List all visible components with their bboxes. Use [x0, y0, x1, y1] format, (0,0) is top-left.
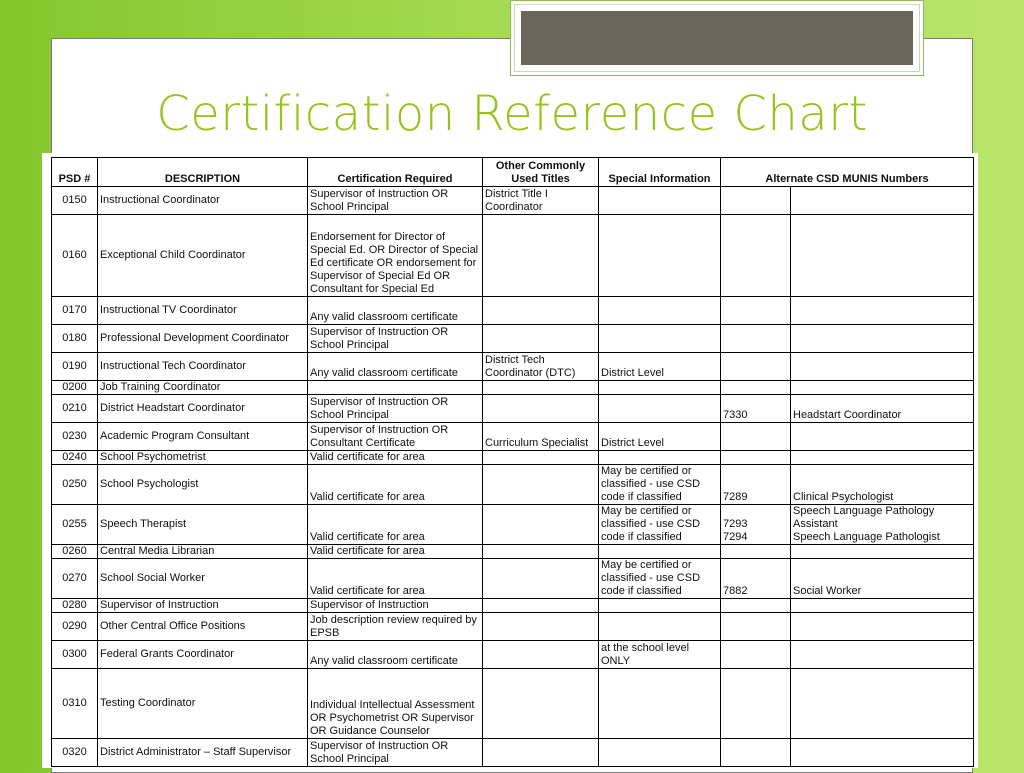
alternate-title-cell [791, 739, 974, 767]
other-titles-cell [483, 641, 599, 669]
certification-cell: Endorsement for Director of Special Ed. OR Director of Special Ed certificate OR endorsement for Supervisor of Special Ed OR Consultant for Special Ed [308, 215, 483, 297]
table-row [52, 451, 974, 465]
table-row [52, 559, 974, 599]
alternate-number-cell [721, 599, 791, 613]
other-titles-cell [483, 505, 599, 545]
description-cell: School Psychometrist [98, 451, 308, 465]
slide-photo [510, 0, 924, 76]
special-info-cell: May be certified or classified - use CSD code if classified [599, 465, 721, 505]
special-info-cell [599, 187, 721, 215]
alternate-title-cell [791, 423, 974, 451]
alternate-title-cell [791, 187, 974, 215]
alternate-number-cell [721, 215, 791, 297]
header-psd: PSD # [52, 158, 98, 187]
certification-cell: Valid certificate for area [308, 545, 483, 559]
description-cell: School Social Worker [98, 559, 308, 599]
certification-table-container [42, 153, 978, 768]
description-cell: District Headstart Coordinator [98, 395, 308, 423]
alternate-title-cell [791, 381, 974, 395]
description-cell: Federal Grants Coordinator [98, 641, 308, 669]
psd-cell: 0170 [52, 297, 98, 325]
description-cell: District Administrator – Staff Supervisor [98, 739, 308, 767]
table-row [52, 395, 974, 423]
certification-cell: Valid certificate for area [308, 559, 483, 599]
table-row [52, 423, 974, 451]
alternate-number-cell [721, 423, 791, 451]
psd-cell: 0310 [52, 669, 98, 739]
alternate-number-cell [721, 451, 791, 465]
table-row [52, 187, 974, 215]
table-row [52, 325, 974, 353]
other-titles-cell [483, 669, 599, 739]
alternate-title-cell: Social Worker [791, 559, 974, 599]
certification-cell: Job description review required by EPSB [308, 613, 483, 641]
psd-cell: 0150 [52, 187, 98, 215]
psd-cell: 0290 [52, 613, 98, 641]
certification-cell: Supervisor of Instruction OR School Principal [308, 187, 483, 215]
special-info-cell [599, 739, 721, 767]
psd-cell: 0320 [52, 739, 98, 767]
special-info-cell [599, 297, 721, 325]
certification-cell: Any valid classroom certificate [308, 353, 483, 381]
certification-table [51, 157, 974, 767]
header-certification: Certification Required [308, 158, 483, 187]
table-row [52, 297, 974, 325]
slide-title: Certification Reference Chart [156, 86, 868, 142]
description-cell: Academic Program Consultant [98, 423, 308, 451]
description-cell: Exceptional Child Coordinator [98, 215, 308, 297]
table-row [52, 215, 974, 297]
alternate-number-cell: 7293 7294 [721, 505, 791, 545]
table-header-row [52, 158, 974, 187]
table-row [52, 465, 974, 505]
alternate-title-cell: Headstart Coordinator [791, 395, 974, 423]
alternate-number-cell [721, 353, 791, 381]
other-titles-cell [483, 559, 599, 599]
photo-image [515, 5, 919, 71]
psd-cell: 0240 [52, 451, 98, 465]
certification-cell: Any valid classroom certificate [308, 641, 483, 669]
special-info-cell [599, 545, 721, 559]
special-info-cell [599, 381, 721, 395]
special-info-cell [599, 215, 721, 297]
certification-cell [308, 381, 483, 395]
alternate-number-cell [721, 545, 791, 559]
special-info-cell: District Level [599, 353, 721, 381]
description-cell: School Psychologist [98, 465, 308, 505]
table-row [52, 505, 974, 545]
alternate-title-cell [791, 451, 974, 465]
alternate-title-cell [791, 215, 974, 297]
special-info-cell [599, 325, 721, 353]
special-info-cell: May be certified or classified - use CSD code if classified [599, 505, 721, 545]
special-info-cell [599, 599, 721, 613]
alternate-number-cell [721, 187, 791, 215]
alternate-title-cell [791, 599, 974, 613]
other-titles-cell [483, 215, 599, 297]
other-titles-cell [483, 297, 599, 325]
other-titles-cell [483, 613, 599, 641]
description-cell: Instructional Coordinator [98, 187, 308, 215]
special-info-cell: May be certified or classified - use CSD code if classified [599, 559, 721, 599]
other-titles-cell [483, 465, 599, 505]
psd-cell: 0230 [52, 423, 98, 451]
alternate-title-cell [791, 297, 974, 325]
table-row [52, 599, 974, 613]
certification-cell: Supervisor of Instruction OR School Principal [308, 395, 483, 423]
psd-cell: 0250 [52, 465, 98, 505]
table-row [52, 381, 974, 395]
special-info-cell [599, 395, 721, 423]
alternate-number-cell: 7882 [721, 559, 791, 599]
table-row [52, 613, 974, 641]
certification-cell: Supervisor of Instruction [308, 599, 483, 613]
psd-cell: 0190 [52, 353, 98, 381]
description-cell: Speech Therapist [98, 505, 308, 545]
description-cell: Supervisor of Instruction [98, 599, 308, 613]
header-description: DESCRIPTION [98, 158, 308, 187]
description-cell: Instructional TV Coordinator [98, 297, 308, 325]
description-cell: Central Media Librarian [98, 545, 308, 559]
certification-cell: Any valid classroom certificate [308, 297, 483, 325]
special-info-cell: at the school level ONLY [599, 641, 721, 669]
certification-cell: Valid certificate for area [308, 451, 483, 465]
alternate-number-cell [721, 669, 791, 739]
table-row [52, 353, 974, 381]
description-cell: Instructional Tech Coordinator [98, 353, 308, 381]
other-titles-cell: Curriculum Specialist [483, 423, 599, 451]
table-row [52, 669, 974, 739]
alternate-title-cell [791, 613, 974, 641]
alternate-number-cell [721, 381, 791, 395]
table-body [52, 187, 974, 767]
special-info-cell [599, 613, 721, 641]
certification-cell: Supervisor of Instruction OR School Principal [308, 739, 483, 767]
special-info-cell [599, 669, 721, 739]
alternate-number-cell [721, 739, 791, 767]
psd-cell: 0270 [52, 559, 98, 599]
table-row [52, 739, 974, 767]
alternate-title-cell: Speech Language Pathology Assistant Speech Language Pathologist [791, 505, 974, 545]
alternate-number-cell [721, 325, 791, 353]
description-cell: Other Central Office Positions [98, 613, 308, 641]
psd-cell: 0160 [52, 215, 98, 297]
other-titles-cell [483, 325, 599, 353]
other-titles-cell [483, 599, 599, 613]
psd-cell: 0180 [52, 325, 98, 353]
special-info-cell [599, 451, 721, 465]
other-titles-cell: District Tech Coordinator (DTC) [483, 353, 599, 381]
certification-cell: Supervisor of Instruction OR School Principal [308, 325, 483, 353]
certification-cell: Individual Intellectual Assessment OR Psychometrist OR Supervisor OR Guidance Counselor [308, 669, 483, 739]
description-cell: Job Training Coordinator [98, 381, 308, 395]
alternate-title-cell [791, 325, 974, 353]
alternate-number-cell: 7289 [721, 465, 791, 505]
alternate-number-cell [721, 297, 791, 325]
certification-cell: Valid certificate for area [308, 465, 483, 505]
psd-cell: 0255 [52, 505, 98, 545]
other-titles-cell: District Title I Coordinator [483, 187, 599, 215]
alternate-title-cell: Clinical Psychologist [791, 465, 974, 505]
header-alternate-numbers: Alternate CSD MUNIS Numbers [721, 158, 974, 187]
description-cell: Professional Development Coordinator [98, 325, 308, 353]
certification-cell: Supervisor of Instruction OR Consultant Certificate [308, 423, 483, 451]
header-other-titles: Other Commonly Used Titles [483, 158, 599, 187]
table-row [52, 545, 974, 559]
alternate-title-cell [791, 641, 974, 669]
alternate-number-cell: 7330 [721, 395, 791, 423]
alternate-number-cell [721, 641, 791, 669]
other-titles-cell [483, 545, 599, 559]
certification-cell: Valid certificate for area [308, 505, 483, 545]
alternate-number-cell [721, 613, 791, 641]
alternate-title-cell [791, 353, 974, 381]
header-special-info: Special Information [599, 158, 721, 187]
psd-cell: 0260 [52, 545, 98, 559]
psd-cell: 0280 [52, 599, 98, 613]
psd-cell: 0200 [52, 381, 98, 395]
other-titles-cell [483, 739, 599, 767]
psd-cell: 0210 [52, 395, 98, 423]
description-cell: Testing Coordinator [98, 669, 308, 739]
table-row [52, 641, 974, 669]
alternate-title-cell [791, 545, 974, 559]
alternate-title-cell [791, 669, 974, 739]
other-titles-cell [483, 381, 599, 395]
other-titles-cell [483, 395, 599, 423]
psd-cell: 0300 [52, 641, 98, 669]
special-info-cell: District Level [599, 423, 721, 451]
other-titles-cell [483, 451, 599, 465]
